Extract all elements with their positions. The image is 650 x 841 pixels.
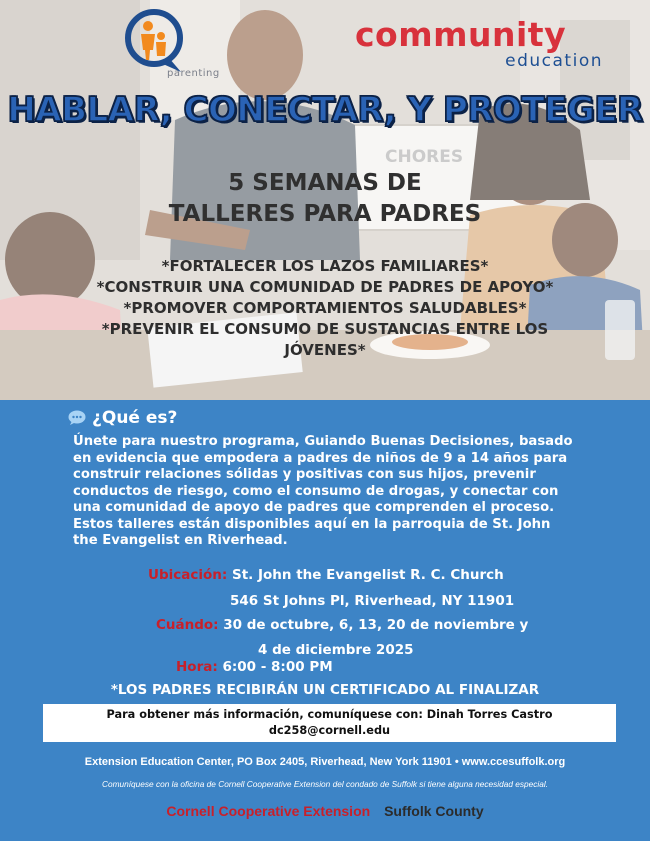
program-description: Únete para nuestro programa, Guiando Buenas Decisiones, basado en evidencia que empodera a padres de niños de 9 a 14 años para construir relaciones sólidas y positivas con sus hijos, prevenir conductos de riesgo, como el consumo de drogas, y conectar con una comunidad de apoyo de padres que comprenden el proceso. Estos talleres están disponibles aquí en la parroquia de St. John the Evangelist en Riverhead. [73, 434, 573, 548]
contact-email[interactable]: dc258@cornell.edu [268, 724, 391, 737]
contact-line: Para obtener más información, comuníquese con: Dinah Torres Castro [106, 708, 553, 721]
location-label: Ubicación: [148, 567, 228, 583]
location-row [148, 567, 504, 583]
footer-brands [0, 803, 650, 819]
subtitle-line-2: TALLERES PARA PADRES [168, 201, 482, 227]
suffolk-brand: Suffolk County [384, 803, 484, 819]
main-title: HABLAR, CONECTAR, Y PROTEGER [7, 90, 643, 130]
chat-bubble-icon [68, 410, 86, 426]
community-education-logo [355, 15, 615, 71]
parenting-logo-label: parenting [167, 68, 220, 79]
location-value: St. John the Evangelist R. C. Church [231, 567, 504, 583]
goal-item: *FORTALECER LOS LAZOS FAMILIARES* [161, 257, 489, 275]
when-value-2: 4 de diciembre 2025 [258, 642, 414, 658]
cornell-brand: Cornell Cooperative Extension [166, 803, 371, 819]
when-value: 30 de octubre, 6, 13, 20 de noviembre y [223, 617, 529, 633]
workshop-subtitle [0, 168, 650, 230]
footer-address: Extension Education Center, PO Box 2405, Riverhead, New York 11901 • www.ccesuffolk.org [84, 756, 566, 768]
footer-accessibility-note: Comuníquese con la oficina de Cornell Cooperative Extension del condado de Suffolk si tiene alguna necesidad especial. [101, 779, 548, 789]
goals-list [90, 256, 560, 361]
what-is-heading-text: ¿Qué es? [92, 408, 178, 428]
address-value: 546 St Johns Pl, Riverhead, NY 11901 [230, 593, 515, 609]
time-row [176, 659, 333, 675]
address-row [230, 593, 514, 609]
time-label: Hora: [176, 659, 218, 675]
when-row [156, 617, 528, 633]
certificate-note: *LOS PADRES RECIBIRÁN UN CERTIFICADO AL FINALIZAR [110, 682, 540, 698]
goal-item: *PROMOVER COMPORTAMIENTOS SALUDABLES* [123, 299, 527, 317]
time-value: 6:00 - 8:00 PM [222, 659, 333, 675]
what-is-heading [68, 408, 177, 428]
when-row-2 [258, 642, 414, 658]
goal-item: *CONSTRUIR UNA COMUNIDAD DE PADRES DE APOYO* [96, 278, 554, 296]
contact-box [43, 704, 616, 742]
when-label: Cuándo: [156, 617, 219, 633]
community-logo-subword: education [505, 51, 603, 71]
goal-item: *PREVENIR EL CONSUMO DE SUSTANCIAS ENTRE LOS [101, 320, 549, 338]
subtitle-line-1: 5 SEMANAS DE [228, 170, 422, 196]
svg-text:CHORES: CHORES [385, 147, 464, 167]
community-logo-word: community [355, 15, 567, 54]
goal-item: JÓVENES* [284, 341, 366, 359]
